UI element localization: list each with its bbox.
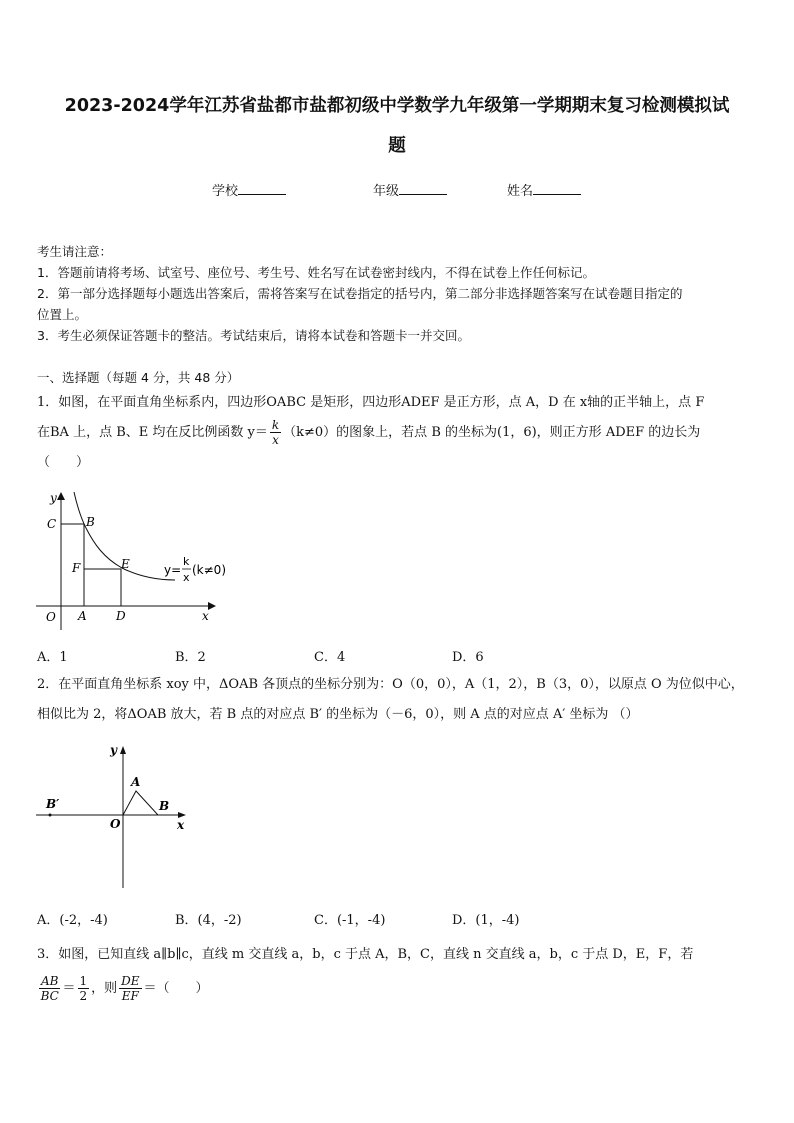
q2-option-c[interactable]: C．(-1，-4) [314,913,386,928]
q2-triangle-oab [123,791,158,815]
name-blank [533,182,581,195]
q1-func-den: x [183,571,190,584]
q1-func-prefix: y= [164,563,182,577]
grade-field [373,180,447,199]
q1-y-label: y [50,491,57,505]
q1-y-arrow [57,492,65,500]
page-title [30,86,764,166]
grade-label: 年级 [373,184,400,199]
q1-f-label: F [72,561,81,575]
notice-item-2b: 位置上。 [37,307,88,322]
q3-f1-den: BC [40,989,59,1003]
q1-line-3: （ ） [37,455,90,470]
q3-fraction-de-ef [119,974,141,1003]
q3-f2-den: 2 [79,989,88,1003]
grade-blank [399,182,447,195]
q1-o-label: O [46,610,56,624]
q3-line-1: 3．如图，已知直线 a∥b∥c，直线 m 交直线 a，b，c 于点 A，B，C，直线 n 交直线 a，b，c 于点 D，E，F，若 [37,947,694,962]
q1-c-label: C [47,517,57,531]
q1-fraction [270,418,281,447]
q1-option-b[interactable]: B．2 [175,650,206,665]
q2-point-bprime [49,814,52,817]
name-field [507,180,581,199]
q2-line-2: 相似比为 2，将ΔOAB 放大，若 B 点的对应点 B′ 的坐标为（－6，0），则 A 点的对应点 A′ 坐标为 （） [37,707,639,722]
notice-block [37,241,767,346]
q1-line-2b: （k≠0）的图象上，若点 B 的坐标为(1，6)，则正方形 ADEF 的边长为 [283,425,701,440]
q3-f2-num: 1 [79,974,88,988]
q1-square-adef [84,569,121,606]
q1-figure [30,488,260,638]
q2-x-label: x [177,818,185,832]
notice-item-2a: 2．第一部分选择题每小题选出答案后，需将答案写在试卷指定的括号内，第二部分非选择题答案写在试卷题目指定的 [37,286,683,301]
q2-a-label: A [131,775,141,789]
q1-option-d[interactable]: D．6 [452,650,484,665]
q1-line-2a: 在BA 上，点 B、E 均在反比例函数 y＝ [37,425,268,440]
q3-equals: ＝ [62,981,76,996]
q3-f3-num: DE [121,974,140,988]
q1-a-label: A [78,609,87,623]
q3-tail: ＝（ ） [143,981,209,996]
q1-b-label: B [86,515,95,529]
q1-d-label: D [116,609,126,623]
q3-line-2 [37,974,767,1004]
question-1 [37,388,767,478]
q1-func-num: k [183,555,190,568]
q2-bprime-label: B′ [46,797,60,811]
notice-item-1: 1．答题前请将考场、试室号、座位号、考生号、姓名写在试卷密封线内，不得在试卷上作任何标记。 [37,265,595,280]
q3-fraction-ab-bc [39,974,60,1003]
notice-heading: 考生请注意： [37,244,113,259]
q1-frac-num: k [271,418,280,432]
q2-line-1: 2．在平面直角坐标系 xoy 中，ΔOAB 各顶点的坐标分别为：O（0，0），A（1，2），B（3，0），以原点 O 为位似中心， [37,677,744,692]
title-line-2: 题 [388,136,406,156]
school-blank [238,182,286,195]
notice-item-3: 3．考生必须保证答题卡的整洁。考试结束后，请将本试卷和答题卡一并交回。 [37,328,470,343]
q1-x-label: x [202,609,209,623]
q3-fraction-half [78,974,90,1003]
q2-option-b[interactable]: B．(4，-2) [175,913,242,928]
question-3 [37,940,767,1004]
q1-e-label: E [121,557,130,571]
q3-f1-num: AB [41,974,59,988]
q1-frac-den: x [272,433,279,447]
q3-f3-den: EF [121,989,139,1003]
q1-line-1: 1．如图，在平面直角坐标系内，四边形OABC 是矩形，四边形ADEF 是正方形，点 A，D 在 x轴的正半轴上，点 F [37,395,705,410]
section-heading: 一、选择题（每题 4 分，共 48 分） [37,370,240,385]
q2-option-d[interactable]: D．(1，-4) [452,913,520,928]
school-label: 学校 [212,184,239,199]
q1-option-a[interactable]: A．1 [37,650,68,665]
q2-o-label: O [110,817,121,831]
q1-line-2 [37,418,767,448]
title-line-1: 2023-2024学年江苏省盐都市盐都初级中学数学九年级第一学期期末复习检测模拟试 [64,96,730,116]
question-2 [37,670,767,730]
q2-y-arrow [120,746,126,754]
q1-option-c[interactable]: C．4 [314,650,346,665]
school-field [212,180,286,199]
name-label: 姓名 [507,184,534,199]
q1-func-cond: (k≠0) [192,563,227,577]
q2-figure [30,742,200,892]
q3-then: ，则 [91,981,118,996]
q1-x-arrow [208,602,216,610]
q2-option-a[interactable]: A．(-2，-4) [37,913,108,928]
q2-b-label: B [159,799,170,813]
q2-y-label: y [110,743,117,757]
